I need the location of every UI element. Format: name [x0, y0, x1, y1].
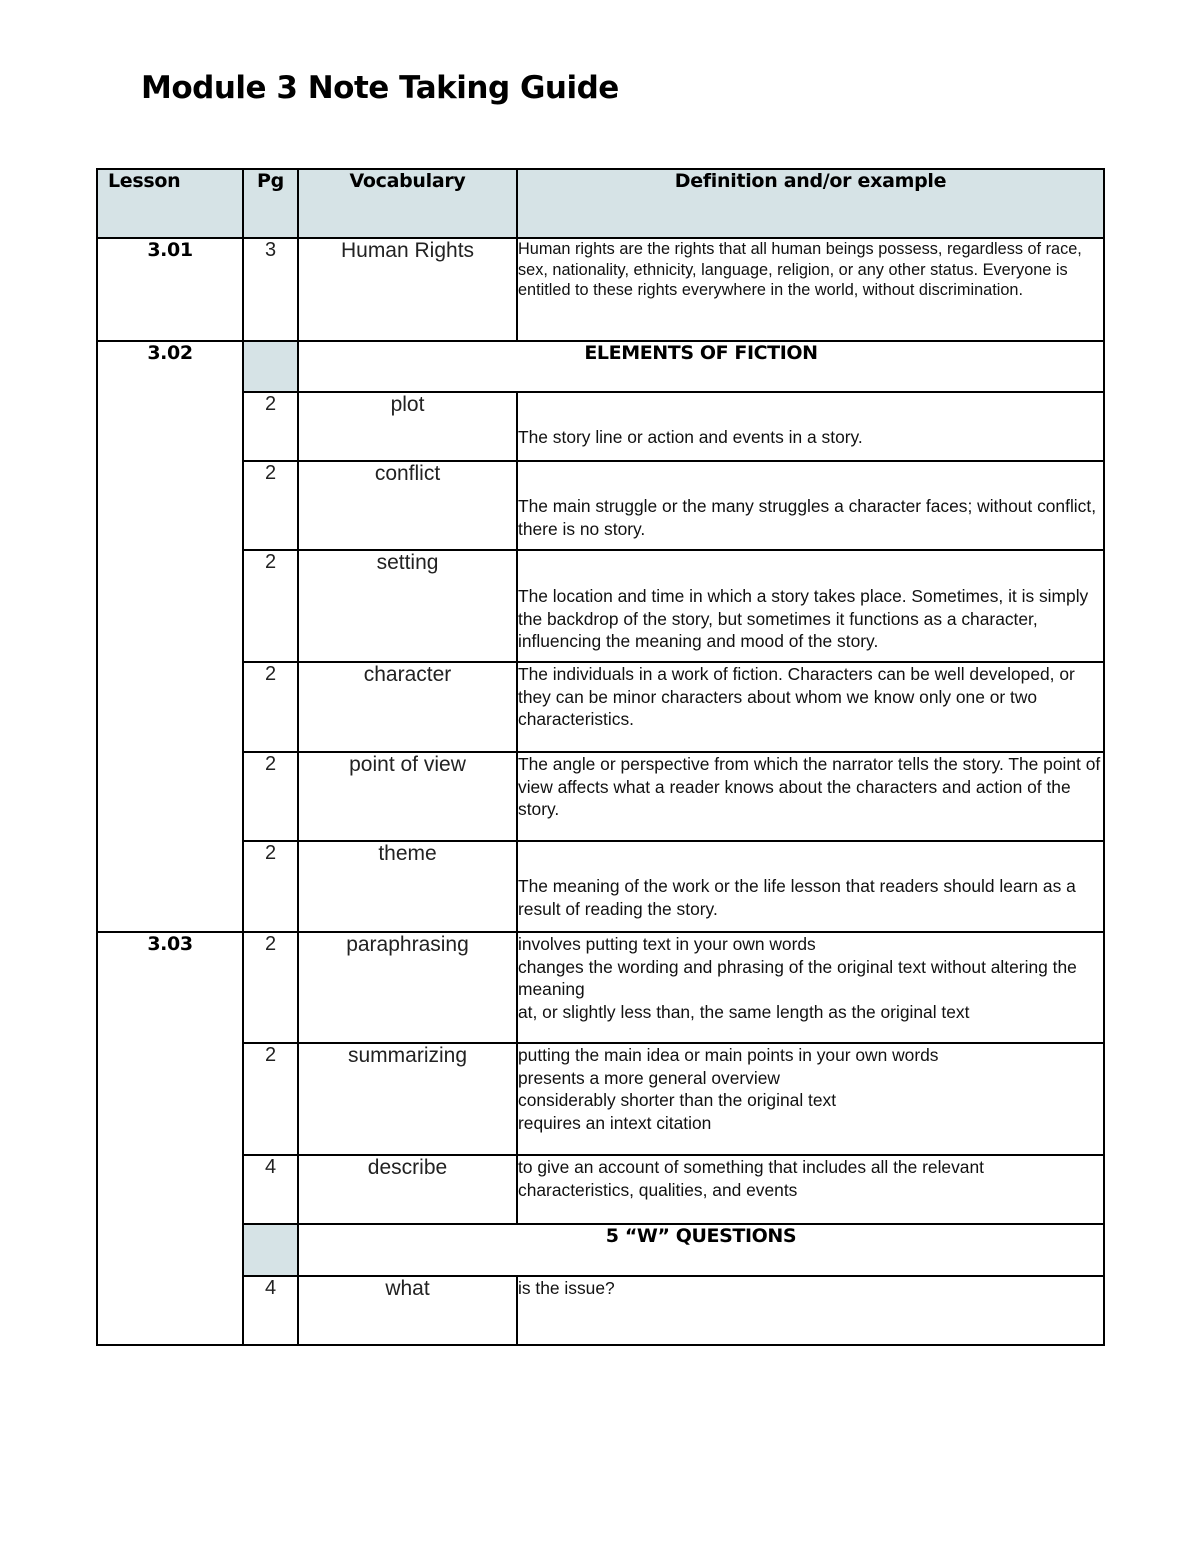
page-number: 2 — [243, 662, 298, 752]
definition-text — [517, 932, 1104, 1043]
table-row — [97, 461, 1104, 550]
definition-line: considerably shorter than the original text — [518, 1090, 837, 1110]
section-row — [97, 1224, 1104, 1276]
lesson-number: 3.03 — [97, 932, 243, 1345]
page-number: 2 — [243, 461, 298, 550]
vocabulary-term: theme — [298, 841, 517, 932]
table-row — [97, 932, 1104, 1043]
table-row — [97, 1043, 1104, 1155]
definition-text: The location and time in which a story takes place. Sometimes, it is simply the backdrop of the story, but sometimes it functions as a character, influencing the meaning and mood of the story. — [517, 550, 1104, 662]
definition-text: The main struggle or the many struggles a character faces; without conflict, there is no story. — [517, 461, 1104, 550]
page-title: Module 3 Note Taking Guide — [141, 70, 619, 106]
vocabulary-term: conflict — [298, 461, 517, 550]
definition-line: presents a more general overview — [518, 1067, 780, 1088]
table-row — [97, 550, 1104, 662]
table-row — [97, 238, 1104, 341]
vocabulary-term: Human Rights — [298, 238, 517, 341]
definition-text: Human rights are the rights that all human beings possess, regardless of race, sex, nationality, ethnicity, language, religion, or any other status. Everyone is entitled to these rights everywhere in the world, without discrimination. — [517, 238, 1104, 341]
definition-text: The angle or perspective from which the narrator tells the story. The point of view affects what a reader knows about the characters and action of the story. — [517, 752, 1104, 841]
definition-line: putting the main idea or main points in your own words — [518, 1045, 939, 1065]
section-row — [97, 341, 1104, 392]
section-shade-cell — [243, 341, 298, 392]
table-row — [97, 841, 1104, 932]
page-number: 2 — [243, 752, 298, 841]
table-row — [97, 752, 1104, 841]
definition-text: The individuals in a work of fiction. Characters can be well developed, or they can be minor characters about whom we know only one or two characteristics. — [517, 662, 1104, 752]
table-row — [97, 1276, 1104, 1345]
page-number: 2 — [243, 932, 298, 1043]
page-number: 2 — [243, 1043, 298, 1155]
section-shade-cell — [243, 1224, 298, 1276]
definition-text: The story line or action and events in a story. — [517, 392, 1104, 461]
definition-text: to give an account of something that includes all the relevant characteristics, qualities, and events — [517, 1155, 1104, 1224]
note-taking-table — [96, 168, 1105, 1346]
header-definition: Definition and/or example — [517, 169, 1104, 238]
header-vocabulary: Vocabulary — [298, 169, 517, 238]
section-heading: 5 “W” QUESTIONS — [298, 1224, 1104, 1276]
definition-text: The meaning of the work or the life lesson that readers should learn as a result of reading the story. — [517, 841, 1104, 932]
vocabulary-term: describe — [298, 1155, 517, 1224]
lesson-number: 3.01 — [97, 238, 243, 341]
table-row — [97, 1155, 1104, 1224]
page-number: 2 — [243, 841, 298, 932]
lesson-number: 3.02 — [97, 341, 243, 932]
header-lesson: Lesson — [97, 169, 243, 238]
vocabulary-term: summarizing — [298, 1043, 517, 1155]
definition-line: at, or slightly less than, the same length as the original text — [518, 1001, 970, 1022]
vocabulary-term: setting — [298, 550, 517, 662]
definition-text — [517, 1043, 1104, 1155]
vocabulary-term: character — [298, 662, 517, 752]
header-pg: Pg — [243, 169, 298, 238]
page-number: 2 — [243, 392, 298, 461]
table-header-row — [97, 169, 1104, 238]
section-heading: ELEMENTS OF FICTION — [298, 341, 1104, 392]
page-number: 4 — [243, 1155, 298, 1224]
definition-line: changes the wording and phrasing of the original text without altering the meaning — [518, 956, 1077, 999]
definition-text: is the issue? — [517, 1276, 1104, 1345]
vocabulary-term: paraphrasing — [298, 932, 517, 1043]
page-number: 4 — [243, 1276, 298, 1345]
page-number: 2 — [243, 550, 298, 662]
vocabulary-term: what — [298, 1276, 517, 1345]
vocabulary-term: plot — [298, 392, 517, 461]
definition-line: involves putting text in your own words — [518, 934, 816, 954]
definition-line: requires an intext citation — [518, 1112, 712, 1133]
table-row — [97, 662, 1104, 752]
table-row — [97, 392, 1104, 461]
page-number: 3 — [243, 238, 298, 341]
vocabulary-term: point of view — [298, 752, 517, 841]
